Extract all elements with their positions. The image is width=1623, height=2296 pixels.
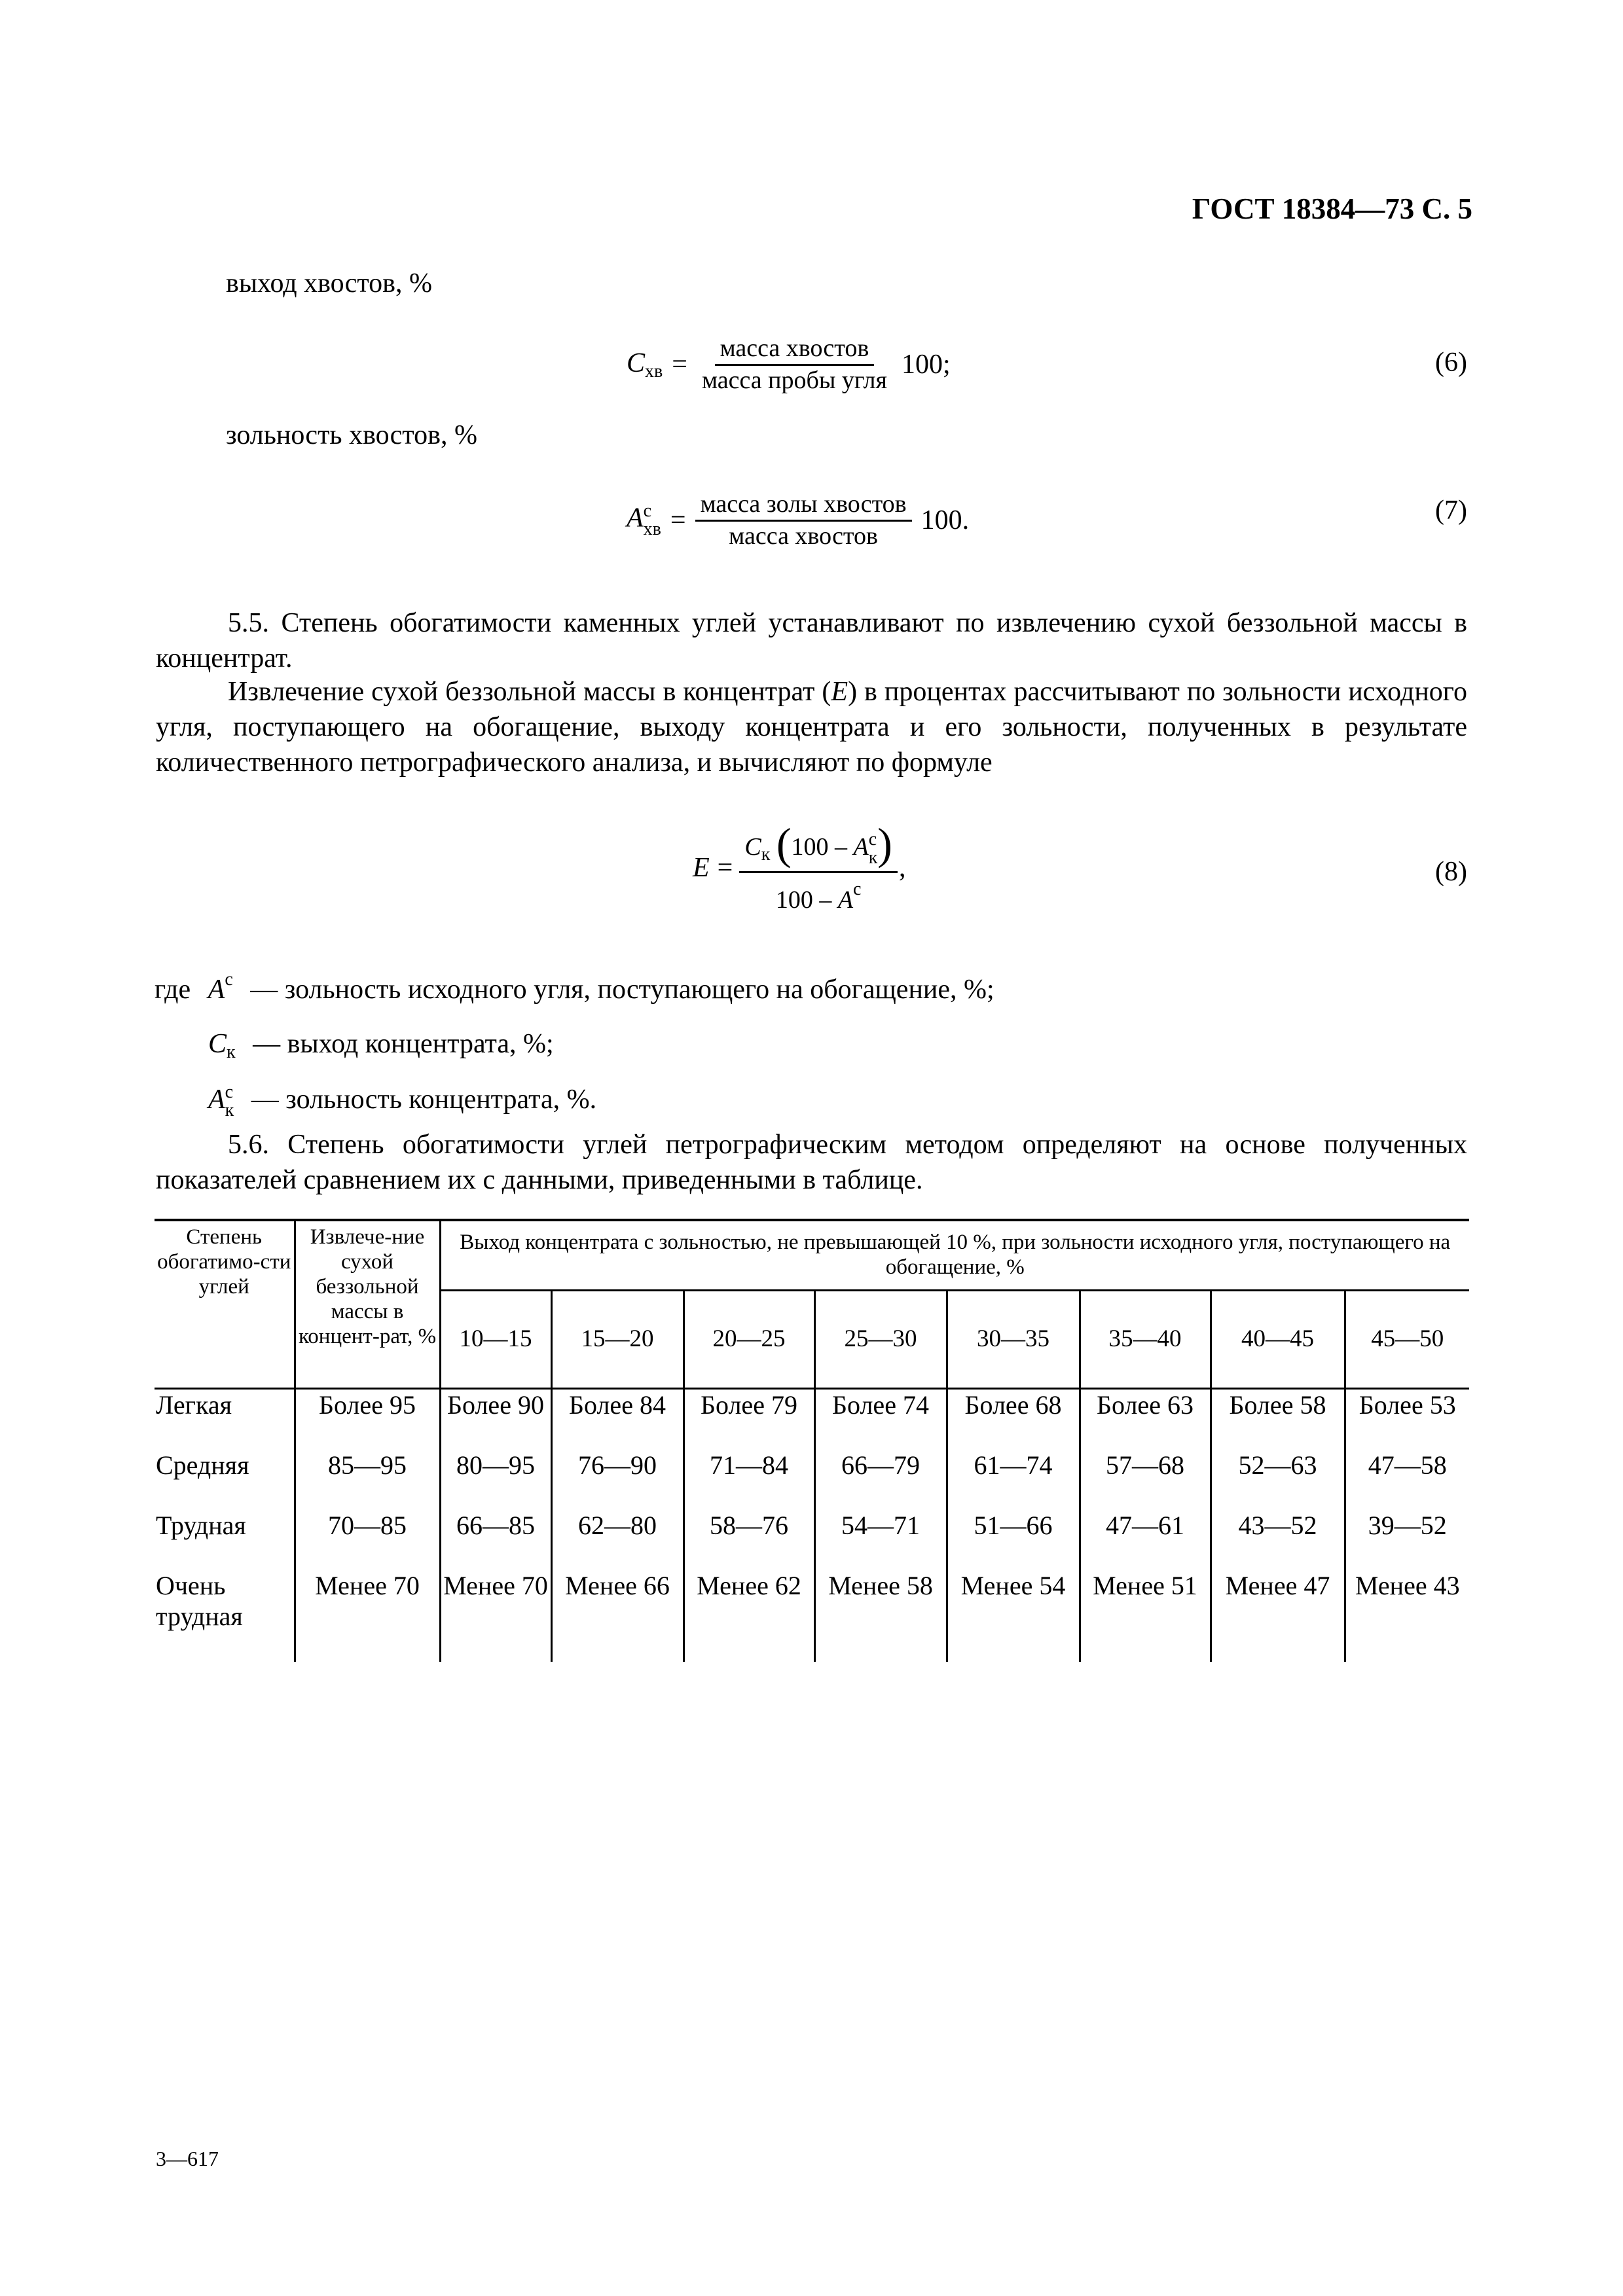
table-row — [155, 1570, 1469, 1662]
header-range: 25—30 — [814, 1290, 947, 1388]
row-label: Трудная — [155, 1510, 295, 1570]
header-range: 45—50 — [1371, 1325, 1444, 1353]
eq-number-6: (6) — [1435, 348, 1467, 378]
row-label: Легкая — [155, 1388, 295, 1450]
table-cell: 71—84 — [684, 1450, 814, 1510]
cell-extraction: Менее 70 — [295, 1570, 440, 1662]
table-cell: Более 53 — [1359, 1390, 1456, 1420]
header-range: 10—15 — [440, 1290, 551, 1388]
formula8-den-const: 100 – — [775, 886, 832, 914]
formula8-lhs: E — [693, 853, 710, 884]
table-cell: 61—74 — [947, 1450, 1080, 1510]
table-cell: Более 68 — [947, 1388, 1080, 1450]
formula8-denominator — [771, 873, 867, 914]
table-cell: Менее 43 — [1355, 1570, 1460, 1600]
where-symbol: A — [208, 1085, 225, 1115]
page-footer-code: 3—617 — [156, 2147, 219, 2170]
where-symbol: C — [208, 1029, 227, 1059]
table-cell: Менее 70 — [440, 1570, 551, 1662]
formula-7: A с хв = $\frac{\text{масса золы хвостов}}{\text{масса хвостов}}$ 100. — [627, 490, 970, 550]
where-text: — зольность концентрата, %. — [251, 1085, 597, 1115]
formula8-den-sup: с — [853, 879, 862, 900]
table-row — [155, 1510, 1469, 1570]
table-cell: 66—85 — [440, 1510, 551, 1570]
header-range: 20—25 — [684, 1290, 814, 1388]
extraction-text-after: ) в процентах рассчитывают по зольности исходного угля, поступающего на обогащение, выходу концентрата и его зольности, полученных в результате количественного петрографического анализа, и вычисляют по формуле — [156, 677, 1467, 778]
table-cell: 62—80 — [551, 1510, 684, 1570]
table-cell: 39—52 — [1368, 1510, 1447, 1540]
formula7-numerator: масса золы хвостов — [695, 491, 912, 522]
table-cell: Менее 62 — [684, 1570, 814, 1662]
where-item-ash-initial — [155, 969, 994, 1006]
formula7-denominator: масса хвостов — [729, 522, 878, 550]
table-row — [155, 1450, 1469, 1510]
formula7-factor: 100. — [921, 505, 970, 536]
formula8-num-symbol-a: A — [853, 833, 869, 861]
extraction-symbol: E — [831, 677, 848, 707]
table-cell: Более 90 — [440, 1388, 551, 1450]
formula-6: $C_{хв}$ = $\frac{\text{масса хвостов}}{\text{масса пробы угля}}$ 100; — [627, 334, 951, 394]
header-range: 35—40 — [1080, 1290, 1211, 1388]
table-cell: 47—61 — [1080, 1510, 1211, 1570]
header-concentrate-yield: Выход концентрата с зольностью, не превышающей 10 %, при зольности исходного угля, поступающего на обогащение, % — [440, 1220, 1469, 1290]
cell-extraction: Более 95 — [295, 1388, 440, 1450]
paragraph-5-6: 5.6. Степень обогатимости углей петрографическим методом определяют на основе полученных показателей сравнением их с данными, приведенными в таблице. — [156, 1130, 1467, 1195]
where-symbol: A — [208, 975, 225, 1005]
table-cell: Более 74 — [814, 1388, 947, 1450]
eq-number-7: (7) — [1435, 495, 1467, 526]
formula6-denominator: масса пробы угля — [701, 366, 887, 394]
header-extraction: Извлече-ние сухой беззольной массы в концент-рат, % — [295, 1220, 440, 1388]
formula8-numerator: $C_к$ (100 – A с к ) — [739, 821, 898, 873]
table-cell: Более 58 — [1211, 1388, 1345, 1450]
formula7-lhs-symbol: A — [627, 503, 644, 533]
where-text: — выход концентрата, %; — [253, 1029, 554, 1059]
cell-extraction: 85—95 — [295, 1450, 440, 1510]
table-cell: Менее 58 — [814, 1570, 947, 1662]
paragraph-extraction — [156, 674, 1467, 780]
formula6-lhs-symbol: C — [627, 348, 646, 378]
table-cell: 58—76 — [684, 1510, 814, 1570]
label-tail-yield: выход хвостов, % — [226, 268, 432, 298]
formula-8: E = $C_к$ (100 – A с к ) $100 - A^с$ , — [693, 819, 906, 914]
table-cell: 43—52 — [1211, 1510, 1345, 1570]
page-header: ГОСТ 18384—73 С. 5 — [1192, 192, 1472, 225]
table-cell: 54—71 — [814, 1510, 947, 1570]
where-sub: к — [227, 1042, 236, 1062]
header-range: 40—45 — [1211, 1290, 1345, 1388]
formula8-num-inner: 100 – — [791, 833, 847, 861]
cell-extraction: 70—85 — [295, 1510, 440, 1570]
row-label: Очень трудная — [155, 1570, 295, 1662]
paragraph-5-5: 5.5. Степень обогатимости каменных углей устанавливают по извлечению сухой беззольной массы в концентрат. — [156, 608, 1467, 673]
table-cell: Менее 66 — [551, 1570, 684, 1662]
formula8-num-sub: к — [868, 848, 878, 869]
table-cell: Менее 47 — [1211, 1570, 1345, 1662]
label-tail-ash: зольность хвостов, % — [226, 420, 477, 450]
table-row — [155, 1388, 1469, 1450]
table-cell: Более 79 — [684, 1388, 814, 1450]
row-label: Средняя — [155, 1450, 295, 1510]
table-cell: Менее 54 — [947, 1570, 1080, 1662]
formula6-lhs-sub: хв — [645, 361, 663, 382]
header-range: 15—20 — [551, 1290, 684, 1388]
where-text: — зольность исходного угля, поступающего на обогащение, %; — [250, 975, 994, 1005]
where-sup: с — [225, 969, 233, 990]
table-cell: 76—90 — [551, 1450, 684, 1510]
where-lead: где — [155, 975, 191, 1005]
formula8-num-sub-k: к — [761, 844, 771, 865]
table-cell: 47—58 — [1368, 1450, 1447, 1480]
table-cell: 51—66 — [947, 1510, 1080, 1570]
formula6-numerator: масса хвостов — [715, 335, 875, 366]
where-sup: с — [225, 1082, 234, 1103]
formula6-factor: 100; — [901, 350, 951, 380]
where-sub: к — [225, 1100, 234, 1121]
where-item-yield — [208, 1028, 554, 1064]
table-cell: 52—63 — [1211, 1450, 1345, 1510]
formula8-num-symbol-c: C — [744, 833, 761, 861]
table-cell: 80—95 — [440, 1450, 551, 1510]
formula7-lhs-sub: хв — [643, 519, 661, 540]
formula7-lhs-sup: с — [643, 501, 652, 522]
table-cell: 66—79 — [814, 1450, 947, 1510]
table-cell: Более 84 — [551, 1388, 684, 1450]
where-item-ash-concentrate — [208, 1083, 596, 1120]
extraction-text-before: Извлечение сухой беззольной массы в концентрат ( — [228, 677, 831, 707]
formula8-num-sup: с — [868, 829, 877, 850]
table-cell: 57—68 — [1080, 1450, 1211, 1510]
formula8-den-symbol: A — [837, 886, 854, 914]
table-cell: Менее 51 — [1080, 1570, 1211, 1662]
header-degree: Степень обогатимо-сти углей — [155, 1220, 295, 1388]
table-cell: Более 63 — [1080, 1388, 1211, 1450]
eq-number-8: (8) — [1435, 857, 1467, 887]
enrichment-table — [155, 1219, 1469, 1662]
header-range: 30—35 — [947, 1290, 1080, 1388]
